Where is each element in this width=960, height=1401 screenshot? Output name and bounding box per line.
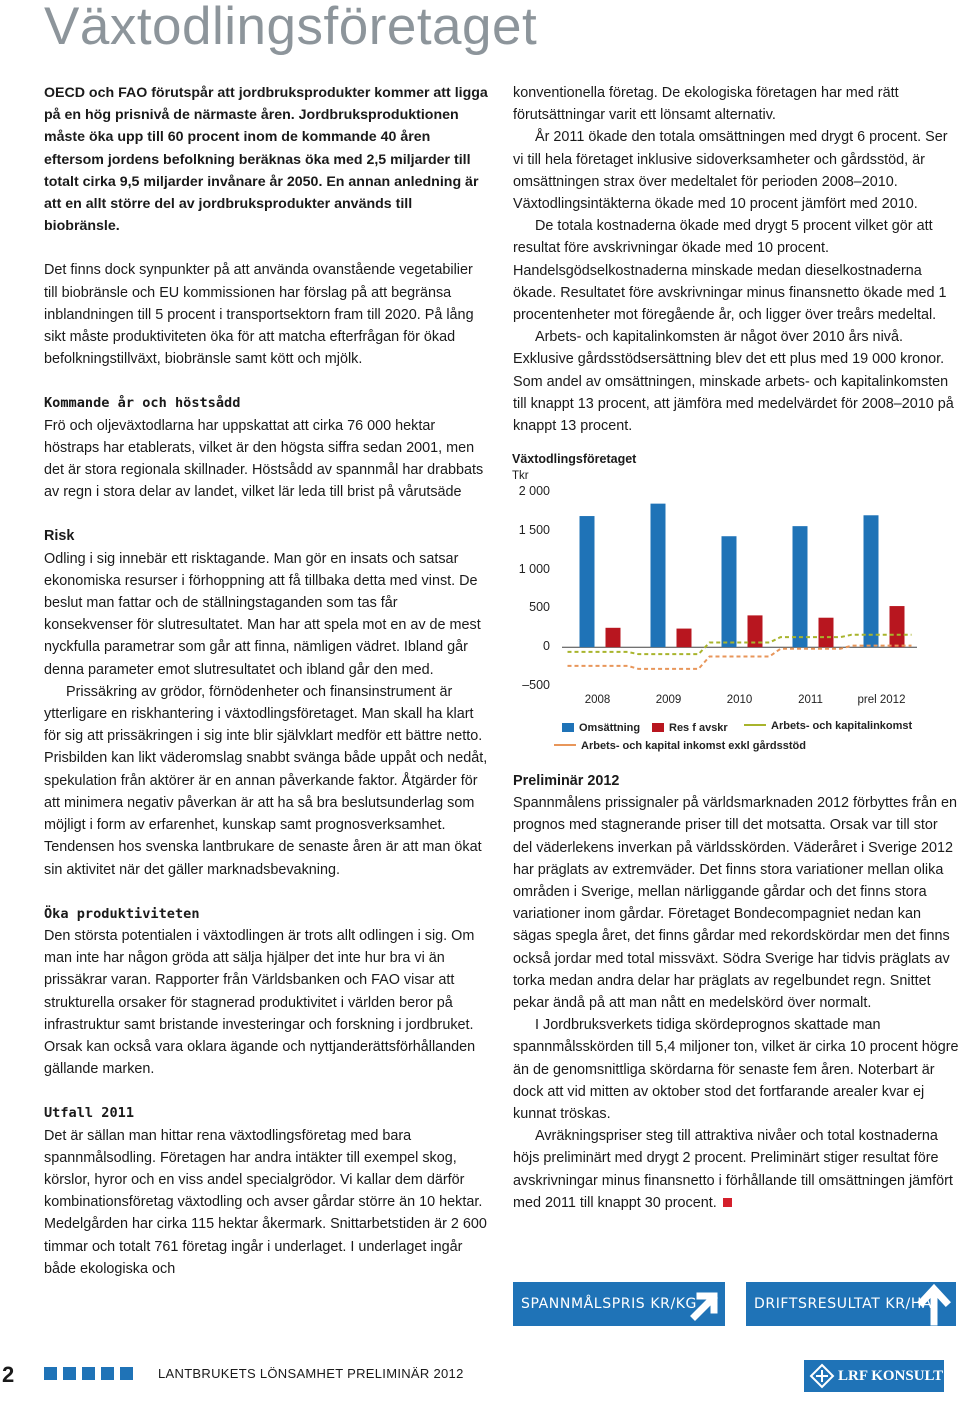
end-mark-icon: [723, 1198, 732, 1207]
legend-line: [744, 724, 766, 726]
publication-name: LANTBRUKETS LÖNSAMHET PRELIMINÄR 2012: [158, 1366, 464, 1381]
decor-square-icon: [82, 1367, 95, 1380]
legend-omsattning: [562, 722, 640, 734]
lrf-konsult-logo: [804, 1360, 944, 1392]
legend-res-f-avskr: [652, 722, 728, 734]
legend-label: Arbets- och kapitalinkomst: [771, 720, 913, 732]
y-tick-label: 1 500: [518, 522, 550, 537]
logo-text: LRF KONSULT: [838, 1368, 944, 1384]
y-tick-label: 1 000: [518, 561, 550, 576]
line-exkl-gardsstod: [568, 646, 912, 669]
right-column-top: [513, 82, 959, 437]
chart-unit-label: Tkr: [512, 470, 529, 482]
legend-arbets-kapitalinkomst: [744, 720, 912, 732]
section-heading-kommande: Kommande år och höstsådd: [44, 395, 241, 412]
section-heading-oka: Öka produktiviteten: [44, 905, 200, 922]
body-paragraph: konventionella företag. De ekologiska företagen har med rätt förutsättningar varit ett lönsamt alternativ.: [513, 85, 899, 124]
legend-label: Arbets- och kapital inkomst exkl gårdsstöd: [581, 740, 806, 752]
bar-omsattning: [864, 515, 879, 647]
page-footer: [0, 1358, 960, 1398]
body-paragraph: Det är sällan man hittar rena växtodlingsföretag med bara spannmålsodling. Företagen har andra intäkter till exempel skog, körslor, hyror och en viss andel specialgrödor. Vi kallar dem därför kombinationsföretag växtodling och avser gårdar större än 10 hektar. Medelgården har cirka 115 hektar åkermark. Snittarbetstiden är 2 600 timmar och totalt 761 företag ingår i underlaget. I underlaget ingår både ekologiska och: [44, 1127, 487, 1277]
decor-square-icon: [101, 1367, 114, 1380]
section-heading-preliminar: Preliminär 2012: [513, 773, 620, 789]
legend-swatch: [562, 723, 574, 732]
body-paragraph: Det finns dock synpunkter på att använda ovanstående vegetabilier till biobränsle och EU kommissionen har förslag på att begränsa inblandningen till 5 procent i transportsektorn fram till 2020. På lång sikt måste produktiviteten öka för att matcha efterfrågan för ökad befolkningstillväxt, biobränsle samt kött och mjölk.: [44, 262, 474, 368]
bar-omsattning: [651, 504, 666, 648]
y-tick-label: 0: [543, 639, 550, 654]
y-tick-label: 2 000: [518, 484, 550, 498]
chart-plot: [512, 452, 932, 762]
y-tick-label: –500: [522, 678, 550, 692]
legend-swatch: [652, 723, 664, 732]
x-tick-label: 2010: [726, 694, 753, 706]
body-paragraph: Arbets- och kapitalinkomsten är något över 2010 års nivå. Exklusive gårdsstödsersättning blev det ett plus med 19 000 kronor. Som andel av omsättningen, minskade arbets- och kapitalinkomsten till knappt 13 procent, att jämföra med medelvärdet för 2008–2010 på knappt 13 procent.: [513, 329, 954, 435]
decor-square-icon: [63, 1367, 76, 1380]
spannmalspris-button[interactable]: [513, 1282, 725, 1326]
bar-chart: [512, 452, 932, 762]
body-paragraph: [513, 1125, 959, 1214]
bar-omsattning: [580, 516, 595, 647]
bar-res-f-avskr: [606, 628, 621, 647]
section-heading-risk: Risk: [44, 528, 75, 545]
page-title: Växtodlingsföretaget: [44, 0, 538, 56]
body-paragraph: Odling i sig innebär ett risktagande. Man gör en insats och satsar ekonomiska resurser i förhoppning att få tillbaka detta med vinst. De beslut man fattar och de ställningstaganden som tas får konsekvenser för slutresultatet. Man har att spela mot en av de mest nyckfulla parametrar som går att finna, nämligen vädret. Ibland går denna parameter emot slutresultatet och ibland går den med.: [44, 550, 481, 678]
lead-paragraph: OECD och FAO förutspår att jordbruksprodukter kommer att ligga på en hög prisnivå de närmaste åren. Jordbruksproduktionen måste öka upp till 60 procent inom de kommande 40 åren eftersom jordens befolkning beräknas öka med 2,5 miljarder till totalt cirka 9,5 miljarder invånare år 2050. En annan anledning är att en allt större del av jordbruksprodukter används till biobränsle.: [44, 85, 488, 235]
x-tick-label: 2011: [798, 694, 823, 706]
button-label: SPANNMÅLSPRIS KR/KG: [521, 1296, 697, 1312]
arrow-up-right-icon: [685, 1284, 725, 1324]
legend-line: [554, 744, 576, 746]
legend-label: Res f avskr: [669, 722, 728, 734]
chart-title: Växtodlingsföretaget: [512, 452, 637, 466]
body-paragraph: Frö och oljeväxtodlarna har uppskattat att cirka 76 000 hektar höstraps har etablerats, vilket är den högsta siffra sedan 2001, men det är stora regionala skillnader. Höstsådd av spannmål har drabbats av regn i stora delar av landet, vilket lär leda till brist på vårutsäde: [44, 417, 484, 501]
body-paragraph: Den största potentialen i växtodlingen är trots allt odlingen i sig. Om man inte har någon gröda att sälja hjälper det inte hur bra vi än prissäkrar varan. Rapporter från Världsbanken och FAO visar att strukturella orsaker för stagnerad produktivitet i världen beror på infrastruktur samt bristande investeringar och forskning i jordbruket. Orsak kan också vara oklara ägande och nyttjanderättsförhållanden gällande marken.: [44, 927, 476, 1078]
paragraph-text: Avräkningspriser steg till attraktiva nivåer och total kostnaderna höjs preliminärt med drygt 2 procent. Preliminärt stiger resultat före avskrivningar minus finansnetto i förhållande till omsättningen jämfört med 2011 till knappt 30 procent.: [513, 1128, 953, 1211]
bar-res-f-avskr: [819, 618, 834, 647]
y-tick-label: 500: [529, 600, 550, 615]
body-paragraph: År 2011 ökade den totala omsättningen med drygt 6 procent. Ser vi till hela företaget inklusive sidoverksamheter och gårdsstöd, är omsättningen strax över medeltalet för perioden 2008–2010. Växtodlingsintäkterna ökade med 10 procent jämfört med 2010.: [513, 129, 948, 213]
bar-omsattning: [722, 536, 737, 647]
decor-square-icon: [120, 1367, 133, 1380]
body-paragraph: Prissäkring av grödor, förnödenheter och finansinstrument är ytterligare en riskhantering i växtodlingsföretaget. Man skall ha klart för sig att prissäkringen i sig inte blir självklart medför ett bättre netto. Prisbilden kan likt väderomslag snabbt svänga både uppåt och nedåt, spekulation från aktörer är en annan påverkande faktor. Åtgärder för att minimera negativ påverkan är att ha så bra beslutsunderlag som möjligt i form av erfarenhet, kunskap samt prognosverksamhet. Tendensen hos svenska lantbrukare de senaste åren är att man ökat sin aktivitet när det gäller marknadsbevakning.: [44, 683, 488, 878]
x-tick-label: prel 2012: [857, 694, 906, 706]
bar-res-f-avskr: [677, 629, 692, 648]
section-heading-utfall: Utfall 2011: [44, 1105, 135, 1122]
body-paragraph: Spannmålens prissignaler på världsmarknaden 2012 förbyttes från en prognos med stagnerande priser till det motsatta. Orsak var till stor del väderlekens inverkan på världsskörden. Väderåret i Sverige 2012 har präglats av extremväder. Det finns stora variationer mellan olika områden i Sverige, mellan närliggande gårdar och det finns stora variationer inom gårdar. Företaget Bondecompagniet nedan kan sägas spegla året, det finns gårdar med rekordskördar men det finns också jordar med total missväxt. Södra Sverige har tidvis präglats av torka medan andra delar har präglats av regelbundet regn. Snittet pekar ändå på att man nått en medelskörd över normalt.: [513, 795, 957, 1012]
x-tick-label: 2008: [584, 694, 611, 706]
bar-res-f-avskr: [890, 606, 905, 647]
body-paragraph: De totala kostnaderna ökade med drygt 5 procent vilket gör att resultat före avskrivningar ökade med 10 procent. Handelsgödselkostnaderna minskade medan dieselkostnaderna ökade. Resultatet före avskrivningar minus finansnetto ökade med 1 procentenheter mot föregående år, och ligger över treårs medeltal.: [513, 218, 947, 324]
body-paragraph: I Jordbruksverkets tidiga skördeprognos skattade man spannmålsskörden till 5,4 miljoner ton, vilket är cirka 10 procent högre än de genomsnittliga skördarna för senaste fem åren. Noterbart är dock att vid mitten av oktober stod det fortfarande arealer kvar ej kunnat tröskas.: [513, 1017, 959, 1123]
left-column: [44, 82, 490, 1280]
lrf-emblem-icon: [809, 1363, 835, 1389]
decor-square-icon: [44, 1367, 57, 1380]
driftsresultat-button[interactable]: [746, 1282, 956, 1326]
legend-label: Omsättning: [579, 722, 641, 734]
right-column-bottom: [513, 770, 959, 1214]
x-tick-label: 2009: [655, 694, 682, 706]
arrow-up-icon: [914, 1282, 954, 1326]
legend-exkl-gardsstod: [554, 740, 806, 752]
button-label: DRIFTSRESULTAT KR/HA: [754, 1296, 933, 1312]
bar-omsattning: [793, 526, 808, 647]
page-number: 2: [2, 1362, 15, 1387]
